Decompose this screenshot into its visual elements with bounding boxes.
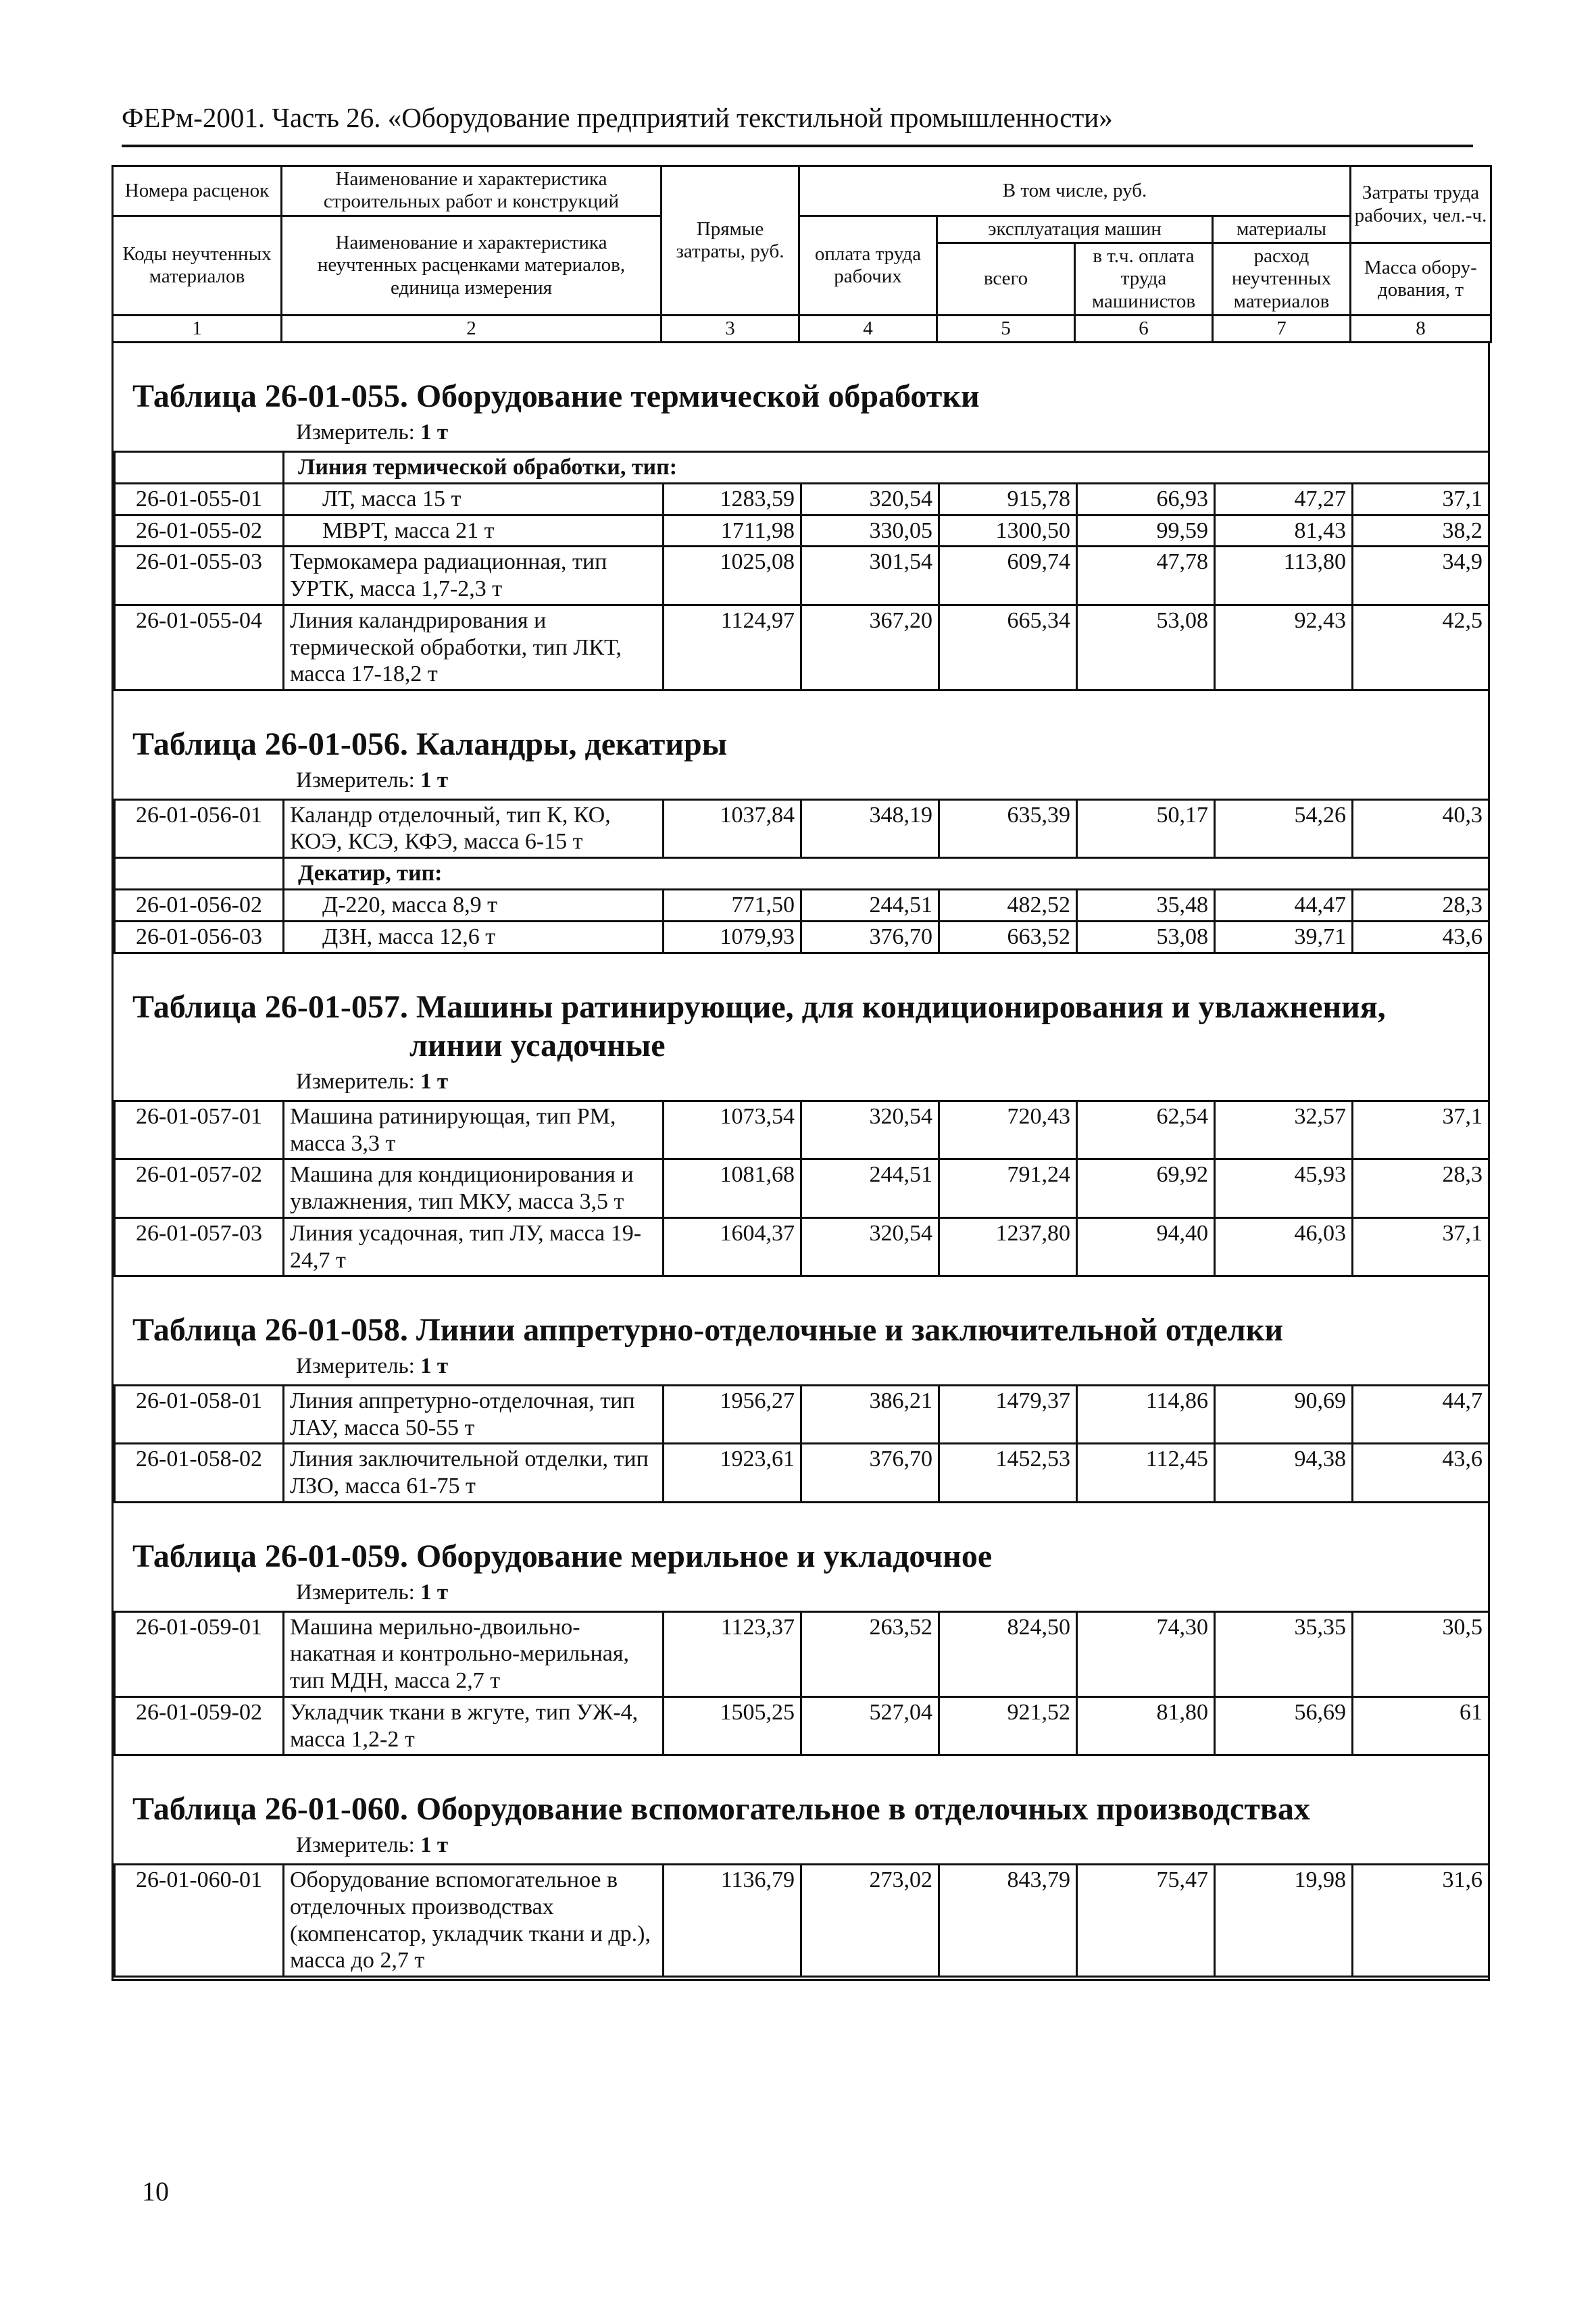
value-cell: 1025,08	[664, 547, 801, 605]
group-code-cell	[115, 452, 284, 484]
rate-name: Линия заключительной отделки, тип ЛЗО, масса 61-75 т	[284, 1444, 664, 1503]
value-cell: 663,52	[939, 921, 1077, 953]
value-cell: 37,1	[1353, 1101, 1489, 1159]
rate-code: 26-01-055-02	[115, 515, 284, 547]
value-cell: 320,54	[801, 1217, 939, 1276]
rate-code: 26-01-055-01	[115, 483, 284, 515]
value-cell: 1505,25	[664, 1696, 801, 1755]
measure-line	[114, 1070, 1488, 1100]
value-cell: 915,78	[939, 483, 1077, 515]
value-cell: 42,5	[1353, 605, 1489, 690]
measure-line	[114, 768, 1488, 799]
value-cell: 32,57	[1215, 1101, 1353, 1159]
value-cell: 75,47	[1077, 1865, 1215, 1977]
header-col2-bottom: Наименование и характеристика неучтенных расценками материалов, единица измерения	[282, 216, 662, 315]
section-title-text: Таблица 26-01-058. Линии аппретурно-отделочные и заключительной отделки	[132, 1312, 1284, 1349]
section-title	[114, 1756, 1488, 1833]
value-cell: 843,79	[939, 1865, 1077, 1977]
table-row	[115, 1101, 1489, 1159]
header-column-number: 7	[1213, 316, 1351, 343]
value-cell: 320,54	[801, 1101, 939, 1159]
value-cell: 94,40	[1077, 1217, 1215, 1276]
value-cell: 1237,80	[939, 1217, 1077, 1276]
value-cell: 34,9	[1353, 547, 1489, 605]
value-cell: 720,43	[939, 1101, 1077, 1159]
value-cell: 1452,53	[939, 1444, 1077, 1503]
value-cell: 824,50	[939, 1611, 1077, 1696]
page-header: ФЕРм-2001. Часть 26. «Оборудование предприятий текстильной промышленности»	[122, 101, 1473, 147]
rate-name: Термокамера радиационная, тип УРТК, масса 1,7-2,3 т	[284, 547, 664, 605]
measure-value: 1 т	[420, 1833, 449, 1857]
measure-line	[114, 1354, 1488, 1384]
rate-name: Каландр отделочный, тип К, КО, КОЭ, КСЭ, КФЭ, масса 6-15 т	[284, 799, 664, 858]
value-cell: 320,54	[801, 483, 939, 515]
rate-name: ЛТ, масса 15 т	[284, 483, 664, 515]
value-cell: 1037,84	[664, 799, 801, 858]
value-cell: 40,3	[1353, 799, 1489, 858]
table-row	[115, 1159, 1489, 1218]
table-row	[115, 890, 1489, 922]
table-section	[111, 1277, 1490, 1503]
measure-value: 1 т	[420, 1353, 449, 1378]
table-row	[115, 921, 1489, 953]
value-cell: 53,08	[1077, 921, 1215, 953]
value-cell: 90,69	[1215, 1385, 1353, 1444]
value-cell: 1283,59	[664, 483, 801, 515]
section-title	[114, 1503, 1488, 1580]
value-cell: 43,6	[1353, 1444, 1489, 1503]
value-cell: 244,51	[801, 890, 939, 922]
section-table	[114, 1384, 1490, 1503]
rate-code: 26-01-059-02	[115, 1696, 284, 1755]
table-row	[115, 1611, 1489, 1696]
rate-code: 26-01-057-02	[115, 1159, 284, 1218]
value-cell: 771,50	[664, 890, 801, 922]
rate-code: 26-01-059-01	[115, 1611, 284, 1696]
table-row	[115, 1696, 1489, 1755]
table-section	[111, 954, 1490, 1278]
value-cell: 1479,37	[939, 1385, 1077, 1444]
value-cell: 28,3	[1353, 1159, 1489, 1218]
header-column-number: 4	[799, 316, 937, 343]
rate-name: Машина ратинирующая, тип РМ, масса 3,3 т	[284, 1101, 664, 1159]
measure-value: 1 т	[420, 1580, 449, 1605]
value-cell: 37,1	[1353, 483, 1489, 515]
value-cell: 112,45	[1077, 1444, 1215, 1503]
header-number-row	[113, 316, 1491, 343]
rate-name: Линия усадочная, тип ЛУ, масса 19-24,7 т	[284, 1217, 664, 1276]
value-cell: 54,26	[1215, 799, 1353, 858]
rate-name: Оборудование вспомогательное в отделочных производствах (компенсатор, укладчик ткани и др.), масса до 2,7 т	[284, 1865, 664, 1977]
section-title	[114, 1277, 1488, 1354]
value-cell: 1124,97	[664, 605, 801, 690]
value-cell: 1923,61	[664, 1444, 801, 1503]
rate-name: Машина для кондиционирования и увлажнения, тип МКУ, масса 3,5 т	[284, 1159, 664, 1218]
rate-code: 26-01-057-03	[115, 1217, 284, 1276]
measure-label: Измеритель:	[296, 1069, 415, 1094]
rate-name: Д-220, масса 8,9 т	[284, 890, 664, 922]
value-cell: 921,52	[939, 1696, 1077, 1755]
value-cell: 28,3	[1353, 890, 1489, 922]
header-col7: расход неучтенных материалов	[1213, 243, 1351, 316]
measure-label: Измеритель:	[296, 1580, 415, 1605]
value-cell: 47,27	[1215, 483, 1353, 515]
group-label: Декатир, тип:	[284, 858, 1489, 890]
value-cell: 386,21	[801, 1385, 939, 1444]
header-column-number: 2	[282, 316, 662, 343]
header-col8-bottom: Масса обору-дования, т	[1351, 243, 1491, 316]
value-cell: 1081,68	[664, 1159, 801, 1218]
section-title-text: Таблица 26-01-055. Оборудование термической обработки	[132, 378, 980, 415]
section-table	[114, 1863, 1490, 1978]
value-cell: 37,1	[1353, 1217, 1489, 1276]
header-materials: материалы	[1213, 216, 1351, 243]
value-cell: 66,93	[1077, 483, 1215, 515]
value-cell: 1300,50	[939, 515, 1077, 547]
measure-line	[114, 1580, 1488, 1611]
rate-code: 26-01-058-01	[115, 1385, 284, 1444]
section-title-text: Таблица 26-01-060. Оборудование вспомогательное в отделочных производствах	[132, 1791, 1310, 1828]
value-cell: 527,04	[801, 1696, 939, 1755]
value-cell: 301,54	[801, 547, 939, 605]
measure-label: Измеритель:	[296, 420, 415, 445]
table-header	[111, 165, 1492, 343]
rate-code: 26-01-055-03	[115, 547, 284, 605]
sections-container	[111, 343, 1490, 1981]
value-cell: 30,5	[1353, 1611, 1489, 1696]
value-cell: 92,43	[1215, 605, 1353, 690]
group-row	[115, 858, 1489, 890]
header-column-number: 6	[1075, 316, 1213, 343]
section-title	[114, 343, 1488, 420]
value-cell: 330,05	[801, 515, 939, 547]
section-title-text: Таблица 26-01-056. Каландры, декатиры	[132, 726, 728, 763]
value-cell: 99,59	[1077, 515, 1215, 547]
table-row	[115, 547, 1489, 605]
header-col1-top: Номера расценок	[113, 166, 282, 216]
value-cell: 1711,98	[664, 515, 801, 547]
header-column-number: 1	[113, 316, 282, 343]
rate-name: МВРТ, масса 21 т	[284, 515, 664, 547]
rate-code: 26-01-056-03	[115, 921, 284, 953]
document-body	[111, 165, 1490, 1981]
measure-label: Измеритель:	[296, 768, 415, 793]
section-table	[114, 799, 1490, 954]
value-cell: 635,39	[939, 799, 1077, 858]
value-cell: 114,86	[1077, 1385, 1215, 1444]
section-title-text: Таблица 26-01-057. Машины ратинирующие, для кондиционирования и увлажнения,	[132, 988, 1386, 1025]
value-cell: 1123,37	[664, 1611, 801, 1696]
rate-name: ДЗН, масса 12,6 т	[284, 921, 664, 953]
header-col8-top: Затраты труда рабочих, чел.-ч.	[1351, 166, 1491, 243]
page-number: 10	[142, 2176, 169, 2207]
value-cell: 45,93	[1215, 1159, 1353, 1218]
section-title-text: Таблица 26-01-059. Оборудование мерильное и укладочное	[132, 1538, 993, 1574]
section-title	[114, 691, 1488, 768]
header-col4: оплата труда рабочих	[799, 216, 937, 315]
rate-name: Машина мерильно-двоильно-накатная и контрольно-мерильная, тип МДН, масса 2,7 т	[284, 1611, 664, 1696]
value-cell: 482,52	[939, 890, 1077, 922]
header-incl: В том числе, руб.	[799, 166, 1351, 216]
table-row	[115, 1217, 1489, 1276]
value-cell: 31,6	[1353, 1865, 1489, 1977]
rate-code: 26-01-058-02	[115, 1444, 284, 1503]
measure-line	[114, 420, 1488, 451]
section-title-continuation: линии усадочные	[409, 1028, 666, 1064]
value-cell: 19,98	[1215, 1865, 1353, 1977]
value-cell: 62,54	[1077, 1101, 1215, 1159]
table-row	[115, 1865, 1489, 1977]
table-section	[111, 343, 1490, 691]
measure-value: 1 т	[420, 420, 449, 445]
measure-value: 1 т	[420, 768, 449, 793]
table-row	[115, 605, 1489, 690]
table-row	[115, 1444, 1489, 1503]
value-cell: 53,08	[1077, 605, 1215, 690]
value-cell: 74,30	[1077, 1611, 1215, 1696]
value-cell: 39,71	[1215, 921, 1353, 953]
header-col2-top: Наименование и характеристика строительных работ и конструкций	[282, 166, 662, 216]
group-row	[115, 452, 1489, 484]
value-cell: 46,03	[1215, 1217, 1353, 1276]
header-machines: эксплуатация машин	[937, 216, 1213, 243]
section-title	[114, 954, 1488, 1070]
value-cell: 665,34	[939, 605, 1077, 690]
value-cell: 244,51	[801, 1159, 939, 1218]
section-table	[114, 1611, 1490, 1757]
value-cell: 273,02	[801, 1865, 939, 1977]
rate-name: Укладчик ткани в жгуте, тип УЖ-4, масса 1,2-2 т	[284, 1696, 664, 1755]
measure-line	[114, 1833, 1488, 1863]
header-col5: всего	[937, 243, 1075, 316]
measure-label: Измеритель:	[296, 1353, 415, 1378]
group-label: Линия термической обработки, тип:	[284, 452, 1489, 484]
section-table	[114, 1100, 1490, 1278]
value-cell: 43,6	[1353, 921, 1489, 953]
rate-code: 26-01-055-04	[115, 605, 284, 690]
group-code-cell	[115, 858, 284, 890]
value-cell: 367,20	[801, 605, 939, 690]
value-cell: 791,24	[939, 1159, 1077, 1218]
value-cell: 348,19	[801, 799, 939, 858]
table-section	[111, 691, 1490, 953]
value-cell: 609,74	[939, 547, 1077, 605]
table-section	[111, 1503, 1490, 1756]
rate-code: 26-01-057-01	[115, 1101, 284, 1159]
section-table	[114, 451, 1490, 691]
value-cell: 35,35	[1215, 1611, 1353, 1696]
header-column-number: 5	[937, 316, 1075, 343]
header-column-number: 8	[1351, 316, 1491, 343]
header-col1-bottom: Коды неучтенных материалов	[113, 216, 282, 315]
rate-code: 26-01-056-02	[115, 890, 284, 922]
table-row	[115, 515, 1489, 547]
measure-value: 1 т	[420, 1069, 449, 1094]
header-col6: в т.ч. оплата труда машинистов	[1075, 243, 1213, 316]
table-row	[115, 483, 1489, 515]
value-cell: 113,80	[1215, 547, 1353, 605]
value-cell: 1073,54	[664, 1101, 801, 1159]
value-cell: 44,7	[1353, 1385, 1489, 1444]
header-col3: Прямые затраты, руб.	[662, 166, 799, 316]
measure-label: Измеритель:	[296, 1833, 415, 1857]
value-cell: 263,52	[801, 1611, 939, 1696]
rate-name: Линия аппретурно-отделочная, тип ЛАУ, масса 50-55 т	[284, 1385, 664, 1444]
rate-name: Линия каландрирования и термической обработки, тип ЛКТ, масса 17-18,2 т	[284, 605, 664, 690]
value-cell: 44,47	[1215, 890, 1353, 922]
value-cell: 61	[1353, 1696, 1489, 1755]
value-cell: 1956,27	[664, 1385, 801, 1444]
value-cell: 38,2	[1353, 515, 1489, 547]
value-cell: 35,48	[1077, 890, 1215, 922]
value-cell: 1604,37	[664, 1217, 801, 1276]
value-cell: 69,92	[1077, 1159, 1215, 1218]
value-cell: 1079,93	[664, 921, 801, 953]
value-cell: 376,70	[801, 1444, 939, 1503]
value-cell: 94,38	[1215, 1444, 1353, 1503]
value-cell: 81,43	[1215, 515, 1353, 547]
header-column-number: 3	[662, 316, 799, 343]
value-cell: 376,70	[801, 921, 939, 953]
value-cell: 1136,79	[664, 1865, 801, 1977]
rate-code: 26-01-056-01	[115, 799, 284, 858]
value-cell: 81,80	[1077, 1696, 1215, 1755]
table-section	[111, 1756, 1490, 1981]
table-row	[115, 799, 1489, 858]
value-cell: 56,69	[1215, 1696, 1353, 1755]
value-cell: 50,17	[1077, 799, 1215, 858]
table-row	[115, 1385, 1489, 1444]
value-cell: 47,78	[1077, 547, 1215, 605]
rate-code: 26-01-060-01	[115, 1865, 284, 1977]
